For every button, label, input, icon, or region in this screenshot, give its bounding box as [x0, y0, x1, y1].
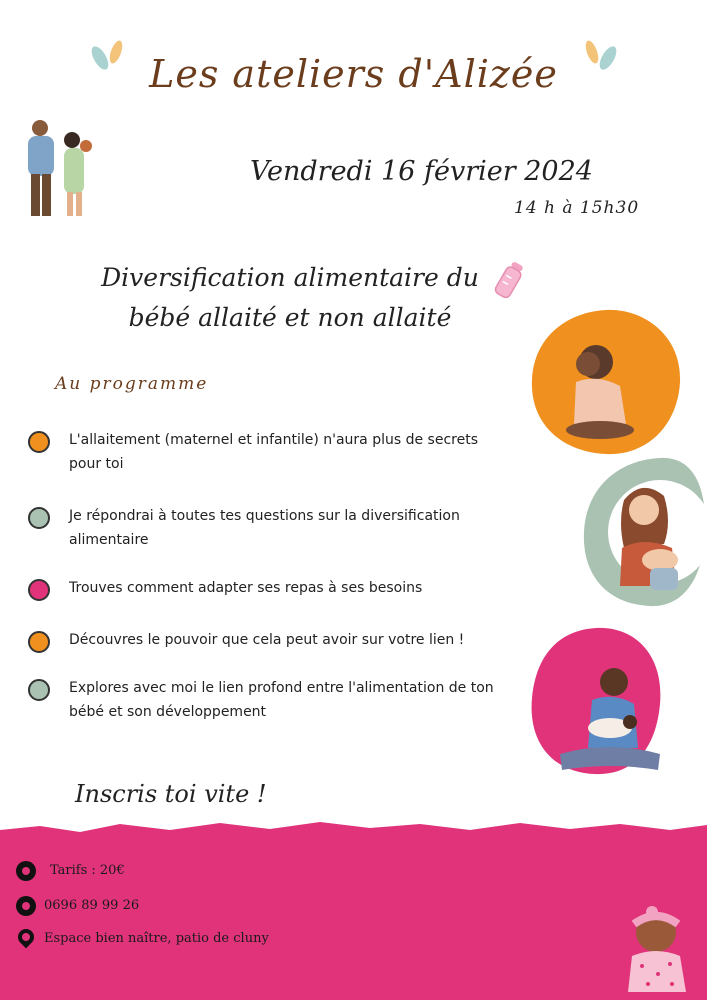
signup-call-to-action: Inscris toi vite ! [75, 780, 267, 808]
bullet-orange-icon [28, 631, 50, 653]
event-time: 14 h à 15h30 [514, 198, 640, 218]
bullet-pink-icon [28, 579, 50, 601]
bullet-orange-icon [28, 431, 50, 453]
programme-heading: Au programme [55, 374, 209, 394]
location-pin-icon [15, 926, 38, 949]
page-title: Les ateliers d'Alizée [149, 52, 558, 96]
workshop-subject [80, 258, 500, 338]
euro-icon [16, 861, 36, 881]
address-row [16, 929, 416, 951]
bullet-sage-icon [28, 679, 50, 701]
event-date: Vendredi 16 février 2024 [250, 156, 593, 187]
mother-breastfeeding-illustration [580, 452, 707, 612]
address-text: Espace bien naître, patio de cluny [44, 931, 269, 946]
phone-text[interactable]: 0696 89 99 26 [44, 898, 140, 913]
family-illustration [20, 116, 100, 224]
phone-icon [16, 896, 36, 916]
programme-item-text: Trouves comment adapter ses repas à ses besoins [69, 580, 423, 596]
programme-item-text: L'allaitement (maternel et infantile) n'aura plus de secrets pour toi [69, 432, 479, 472]
programme-item [28, 628, 508, 654]
bullet-sage-icon [28, 507, 50, 529]
price-row [16, 861, 316, 883]
programme-item-text: Explores avec moi le lien profond entre l'alimentation de ton bébé et son développement [69, 680, 494, 720]
baby-headband-illustration [612, 900, 702, 998]
subject-line-1: Diversification alimentaire du [101, 263, 479, 292]
programme-item [28, 676, 508, 726]
phone-row [16, 896, 316, 918]
father-feeding-illustration [526, 624, 666, 780]
programme-item [28, 576, 508, 602]
programme-item [28, 504, 508, 554]
price-text: Tarifs : 20€ [50, 863, 125, 878]
programme-item-text: Découvres le pouvoir que cela peut avoir sur votre lien ! [69, 632, 465, 648]
programme-item-text: Je répondrai à toutes tes questions sur la diversification alimentaire [69, 508, 460, 548]
baby-bottle-icon [490, 258, 530, 304]
programme-item [28, 428, 508, 478]
baby-sitting-illustration [526, 306, 686, 458]
subject-line-2: bébé allaité et non allaité [128, 303, 452, 332]
